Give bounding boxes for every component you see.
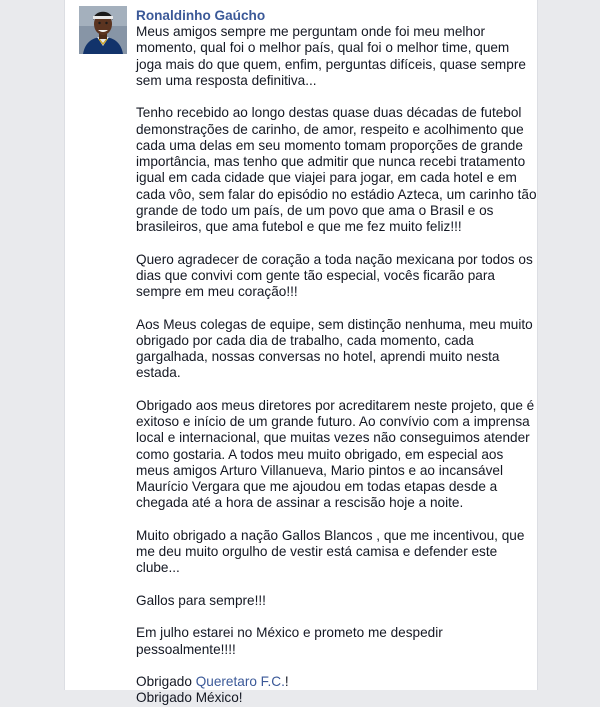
post-text-line: gargalhada, nossas conversas no hotel, aprendi muito nesta	[136, 349, 500, 364]
post-text-line: me deu muito orgulho de vestir está camisa e defender este	[136, 544, 498, 559]
profile-photo-icon	[79, 6, 127, 54]
post-text-line: joga mais do que quem, enfim, perguntas difíceis, quase sempre	[136, 56, 526, 72]
post-text-line: chegada até a hora de assinar a rescisão hoje a noite.	[136, 495, 464, 511]
post-closing	[136, 674, 532, 707]
post-text-line: Maurício Vergara que me ajoudou em todas etapas desde a	[136, 479, 498, 494]
profile-avatar[interactable]	[79, 6, 127, 54]
post-text-line: Meus amigos sempre me perguntam onde foi meu melhor	[136, 24, 486, 39]
post-text-line: importância, mas tenho que admitir que nunca recebi tratamento	[136, 154, 526, 169]
post-text-line: meus amigos Arturo Villanueva, Mario pintos e ao incansável	[136, 462, 503, 478]
post-text-line: estada.	[136, 365, 181, 381]
post-paragraph	[136, 625, 532, 658]
post-text-line: cada uma delas em seu momento tomam proporções de grande	[136, 137, 523, 153]
post-text-line: Aos Meus colegas de equipe, sem distinção nenhuma, meu muito	[136, 316, 533, 332]
post-text-line: Obrigado aos meus diretores por acreditarem neste projeto, que é	[136, 397, 535, 413]
post-text-line: grande de todo um país, de um povo que ama o Brasil e os	[136, 202, 494, 218]
post-text-line: dias que convivi com gente tão especial, vocês ficarão para	[136, 267, 495, 283]
post-paragraph	[136, 397, 535, 512]
post-text-line: demonstrações de carinho, de amor, respeito e acolhimento que	[136, 121, 524, 137]
post-text-line: Quero agradecer de coração a toda nação mexicana por todos os	[136, 251, 533, 267]
post-card	[64, 0, 538, 706]
post-paragraph	[136, 24, 532, 89]
post-paragraph	[136, 105, 537, 235]
post-text-line: brasileiros, que ama futebol e que me fez muito feliz!!!	[136, 219, 462, 234]
post-body	[136, 24, 537, 707]
post-closing-line	[136, 674, 532, 690]
post-text-line: Em julho estarei no México e prometo me despedir	[136, 625, 443, 641]
post-paragraph	[136, 252, 532, 301]
post-text-line: obrigado por cada dia de trabalho, cada momento, cada	[136, 332, 474, 348]
post-text-line: como gostaria. A todos meu muito obrigado, em especial aos	[136, 446, 504, 462]
post-text-line: exitoso e início de um grande futuro. Ao convívio com a imprensa	[136, 414, 530, 429]
closing-suffix: !	[284, 674, 289, 689]
post-author-name[interactable]: Ronaldinho Gaúcho	[136, 8, 266, 23]
queretaro-fc-page-link[interactable]: Queretaro F.C.	[195, 674, 285, 689]
post-text-line: Muito obrigado a nação Gallos Blancos , que me incentivou, que	[136, 527, 525, 543]
post-text-line: sem uma resposta definitiva...	[136, 72, 317, 88]
post-paragraph	[136, 528, 532, 577]
post-paragraph	[136, 593, 532, 609]
post-text-line: Tenho recebido ao longo destas quase duas décadas de futebol	[136, 105, 522, 121]
post-text-line: clube...	[136, 560, 180, 576]
post-text-line: momento, qual foi o melhor país, qual foi o melhor time, quem	[136, 40, 510, 56]
post-text-line: sempre em meu coração!!!	[136, 284, 298, 299]
post-text-line: Gallos para sempre!!!	[136, 592, 266, 608]
post-paragraph	[136, 317, 532, 382]
closing-prefix: Obrigado	[136, 674, 196, 689]
post-text-line: pessoalmente!!!!	[136, 641, 236, 657]
post-text-line: cada vôo, sem falar do episódio no estádio Azteca, um carinho tão	[136, 186, 537, 202]
post-text-line: local e internacional, que muitas vezes não conseguimos atender	[136, 430, 530, 446]
post-text-line: igual em cada cidade que viajei para jogar, em cada hotel e em	[136, 170, 517, 186]
post-closing-line: Obrigado México!	[136, 690, 243, 706]
